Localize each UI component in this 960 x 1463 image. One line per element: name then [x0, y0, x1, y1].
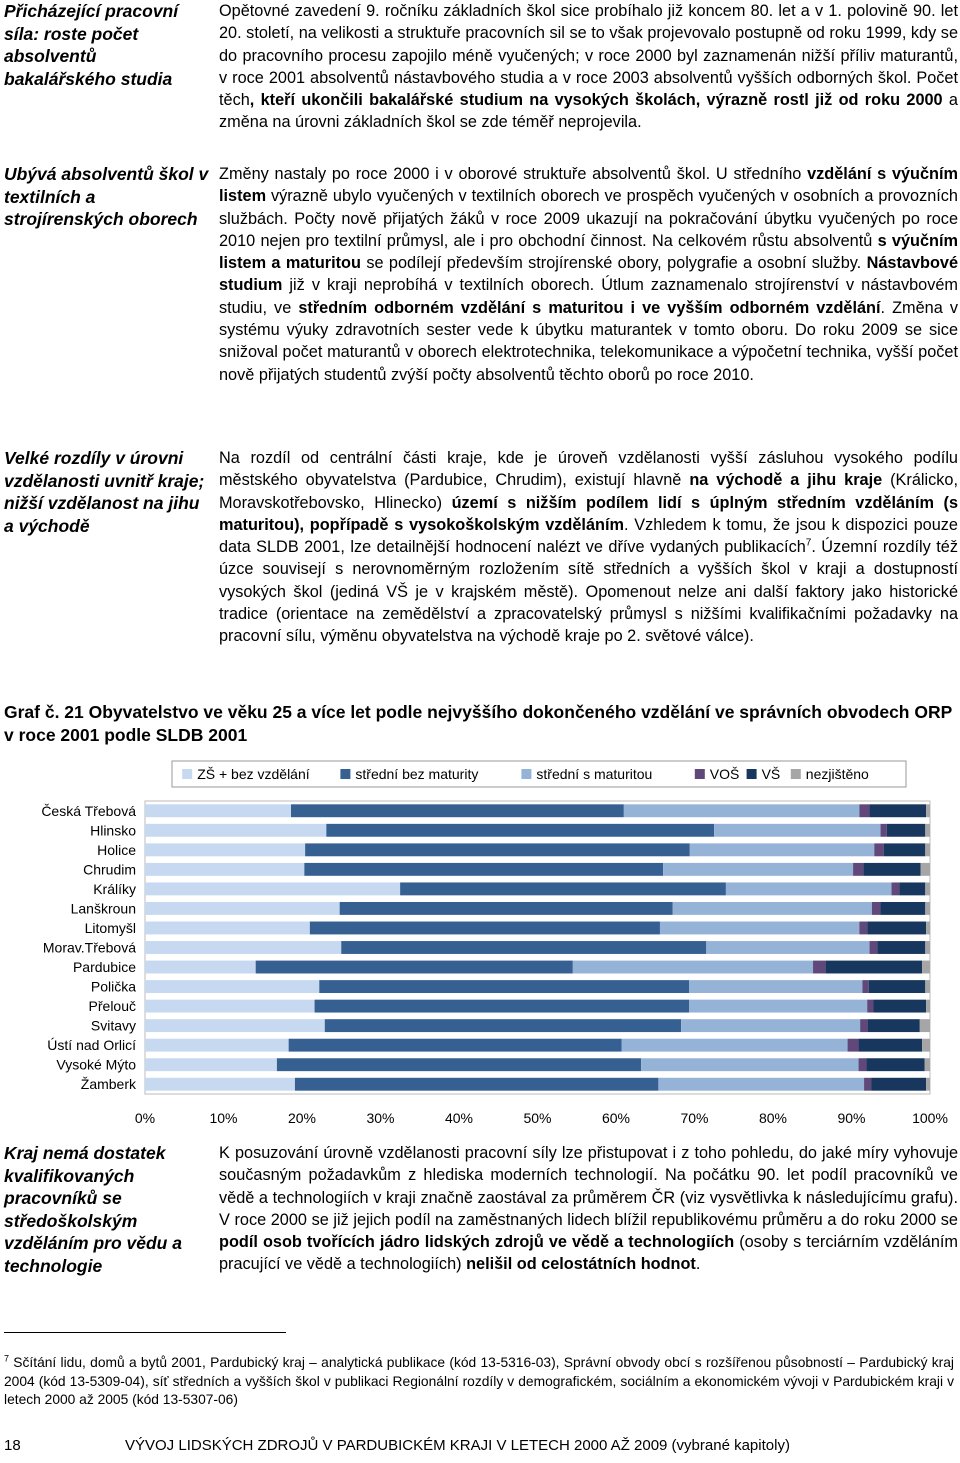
bar-segment-kraliky-vos	[892, 882, 900, 895]
legend-label-nezjisteno: nezjištěno	[805, 766, 869, 782]
margin-note-textile-engineering: Ubývá absolventů škol v textilních a strojírenských oborech	[4, 164, 209, 229]
bar-segment-holice-vos	[874, 843, 883, 856]
bar-segment-vysoke-myto-stredni-bez-maturity	[277, 1058, 641, 1071]
bar-segment-vysoke-myto-vos	[859, 1058, 867, 1071]
bar-segment-usti-nad-orlici-stredni-s-maturitou	[621, 1039, 847, 1052]
bar-segment-svitavy-vos	[860, 1019, 868, 1032]
y-tick-label-chrudim: Chrudim	[83, 861, 136, 878]
bar-segment-ceska-trebova-vs	[870, 804, 927, 817]
bar-segment-hlinsko-nezjisteno	[925, 824, 930, 837]
bar-segment-zamberk-stredni-bez-maturity	[295, 1078, 658, 1091]
margin-note-regional-differences: Velké rozdíly v úrovni vzdělanosti uvnitř kraje; nižší vzdělanost na jihu a východě	[4, 448, 205, 536]
bar-segment-zamberk-vos	[864, 1078, 871, 1091]
bar-segment-chrudim-stredni-bez-maturity	[304, 863, 663, 876]
y-tick-label-pardubice: Pardubice	[72, 959, 136, 976]
bar-segment-lanskroun-stredni-bez-maturity	[340, 902, 673, 915]
chart-caption: Graf č. 21 Obyvatelstvo ve věku 25 a více let podle nejvyššího dokončeného vzdělání ve správních obvodech ORP v roce 2001 podle SLDB 2001	[4, 702, 952, 745]
bar-segment-pardubice-stredni-bez-maturity	[256, 961, 573, 974]
bar-segment-chrudim-nezjisteno	[921, 863, 930, 876]
y-tick-label-lanskroun: Lanškroun	[70, 900, 136, 917]
bar-segment-holice-stredni-bez-maturity	[305, 843, 690, 856]
bar-segment-morav-trebova-stredni-bez-maturity	[341, 941, 706, 954]
bar-segment-svitavy-vs	[868, 1019, 920, 1032]
bar-segment-kraliky-stredni-bez-maturity	[400, 882, 726, 895]
bar-segment-chrudim-stredni-s-maturitou	[663, 863, 853, 876]
x-tick-label-10: 100%	[912, 1110, 948, 1126]
paragraph-regional-education: Na rozdíl od centrální části kraje, kde je úroveň vzdělanosti vyšší zásluhou vysokého podílu městského obyvatelstva (Pardubice, Chrudim), existují hlavně na východě a jihu kraje (Králicko, Moravskotřebovsko, Hlinecko) území s nižším podílem lidí s úplným středním vzděláním (s maturitou), popřípadě s vysokoškolským vzděláním. Vzhledem k tomu, že jsou k dispozici pouze data SLDB 2001, lze detailnější hodnocení nalézt ve dříve vydaných publikacích$^7$. Územní rozdíly též úzce souvisejí s nerovnoměrným rozložením sítě středních a vyšších škol v kraji a dostupností vysokých škol (jediná VŠ je v krajském městě). Opomenout nelze ani další faktory jako historické tradice (orientace na zemědělství a zpracovatelský průmysl s nižšími kvalifikačními požadavky na pracovní sílu, výměnu obyvatelstva na východě kraje po 2. světové válce).	[219, 449, 958, 646]
legend-swatch-vos	[695, 769, 705, 779]
y-tick-label-kraliky: Králíky	[93, 880, 136, 897]
y-tick-label-morav-trebova: Morav.Třebová	[42, 939, 136, 956]
y-tick-label-usti-nad-orlici: Ústí nad Orlicí	[47, 1037, 136, 1054]
bar-segment-holice-zs-bez-vzdelani	[145, 843, 305, 856]
bar-segment-svitavy-stredni-bez-maturity	[325, 1019, 681, 1032]
legend-swatch-stredni-s-maturitou	[521, 769, 531, 779]
page-number: 18	[4, 1437, 21, 1454]
bar-segment-svitavy-nezjisteno	[920, 1019, 930, 1032]
y-tick-label-prelouc: Přelouč	[88, 998, 136, 1015]
bar-segment-pardubice-vos	[813, 961, 826, 974]
bar-segment-zamberk-nezjisteno	[926, 1078, 930, 1091]
y-tick-label-svitavy: Svitavy	[90, 1017, 136, 1034]
bar-segment-ceska-trebova-zs-bez-vzdelani	[145, 804, 291, 817]
bar-segment-policka-vos	[862, 980, 868, 993]
bar-segment-holice-nezjisteno	[925, 843, 930, 856]
bar-segment-pardubice-vs	[826, 961, 923, 974]
y-tick-label-zamberk: Žamberk	[80, 1076, 136, 1093]
bar-segment-vysoke-myto-stredni-s-maturitou	[641, 1058, 858, 1071]
bar-segment-policka-vs	[869, 980, 926, 993]
bar-segment-pardubice-nezjisteno	[922, 961, 930, 974]
y-tick-label-policka: Polička	[90, 978, 136, 995]
bar-segment-prelouc-vos	[867, 1000, 873, 1013]
x-tick-label-8: 80%	[758, 1110, 788, 1126]
margin-note-bachelor-graduates: Přicházející pracovní síla: roste počet absolventů bakalářského studia	[4, 1, 179, 89]
legend-swatch-nezjisteno	[791, 769, 801, 779]
paragraph-science-technology: K posuzování úrovně vzdělanosti pracovní síly lze přistupovat i z toho pohledu, do jaké míry vyhovuje současným požadavkům z hlediska moderních technologií. Na počátku 90. let podíl pracovníků ve vědě a technologiích v kraji značně zaostával za průměrem ČR (viz vysvětlivka k následujícímu grafu). V roce 2000 se již jejich podíl na zaměstnaných lidech blížil republikovému průměru a do roku 2000 se podíl osob tvořících jádro lidských zdrojů ve vědě a technologiích (osoby s terciárním vzděláním pracující ve vědě a technologiích) nelišil od celostátních hodnot.	[219, 1144, 958, 1274]
education-stacked-bar-chart	[0, 750, 960, 1135]
bar-segment-vysoke-myto-zs-bez-vzdelani	[145, 1058, 277, 1071]
bar-segment-kraliky-vs	[899, 882, 925, 895]
bar-segment-usti-nad-orlici-vs	[859, 1039, 923, 1052]
bar-segment-chrudim-zs-bez-vzdelani	[145, 863, 304, 876]
bar-segment-ceska-trebova-stredni-bez-maturity	[291, 804, 624, 817]
bar-segment-holice-stredni-s-maturitou	[690, 843, 874, 856]
bar-segment-policka-stredni-bez-maturity	[319, 980, 689, 993]
bar-segment-prelouc-vs	[873, 1000, 926, 1013]
bar-segment-usti-nad-orlici-stredni-bez-maturity	[289, 1039, 622, 1052]
x-tick-label-7: 70%	[680, 1110, 709, 1126]
bar-segment-ceska-trebova-vos	[859, 804, 869, 817]
bar-segment-prelouc-zs-bez-vzdelani	[145, 1000, 315, 1013]
x-tick-label-0: 0%	[134, 1110, 156, 1126]
bar-segment-chrudim-vos	[853, 863, 863, 876]
paragraph-field-structure: Změny nastaly po roce 2000 i v oborové struktuře absolventů škol. U středního vzdělání s výučním listem výrazně ubylo vyučených v textilních oborech ve prospěch vyučených v osobních a provozních službách. Počty nově přijatých žáků v roce 2009 ukazují na pokračování úbytku vyučených po roce 2010 nejen pro textilní průmysl, ale i pro obchodní činnost. Na celkovém růstu absolventů s výučním listem a maturitou se podílejí především strojírenské obory, polygrafie a osobní služby. Nástavbové studium již v kraji neprobíhá v textilních oborech. Útlum zaznamenalo strojírenství v nástavbovém studiu, ve středním odborném vzdělání s maturitou i ve vyšším odborném vzdělání. Změna v systému výuky zdravotních sester vede k úbytku maturantek v tomto oboru. Do roku 2009 se sice snižoval počet maturantů v oborech elektrotechnika, telekomunikace a výpočetní technika, vyšší počet nově přijatých studentů zvýší počty absolventů těchto oborů po roce 2010.	[219, 165, 959, 384]
bar-segment-hlinsko-stredni-bez-maturity	[326, 824, 714, 837]
bar-segment-prelouc-stredni-bez-maturity	[315, 1000, 689, 1013]
bar-segment-ceska-trebova-stredni-s-maturitou	[624, 804, 860, 817]
y-tick-label-ceska-trebova: Česká Třebová	[41, 802, 136, 819]
x-tick-label-4: 40%	[444, 1110, 474, 1126]
bar-segment-zamberk-stredni-s-maturitou	[658, 1078, 864, 1091]
legend-swatch-stredni-bez-maturity	[340, 769, 350, 779]
x-tick-label-2: 20%	[287, 1110, 317, 1126]
footnote-separator	[4, 1332, 286, 1333]
y-tick-label-holice: Holice	[97, 841, 136, 858]
bar-segment-lanskroun-vs	[881, 902, 926, 915]
bar-segment-lanskroun-zs-bez-vzdelani	[145, 902, 340, 915]
bar-segment-hlinsko-vs	[887, 824, 925, 837]
bar-segment-pardubice-stredni-s-maturitou	[573, 961, 813, 974]
bar-segment-hlinsko-zs-bez-vzdelani	[145, 824, 326, 837]
bar-segment-morav-trebova-vos	[870, 941, 878, 954]
y-tick-label-vysoke-myto: Vysoké Mýto	[56, 1056, 136, 1073]
bar-segment-svitavy-zs-bez-vzdelani	[145, 1019, 325, 1032]
bar-segment-litomysl-vos	[859, 922, 867, 935]
bar-segment-policka-nezjisteno	[925, 980, 930, 993]
legend-swatch-vs	[747, 769, 757, 779]
bar-segment-ceska-trebova-nezjisteno	[926, 804, 930, 817]
bar-segment-litomysl-zs-bez-vzdelani	[145, 922, 310, 935]
x-tick-label-1: 10%	[209, 1110, 238, 1126]
bar-segment-litomysl-stredni-bez-maturity	[310, 922, 660, 935]
legend-swatch-zs-bez-vzdelani	[182, 769, 192, 779]
bar-segment-policka-stredni-s-maturitou	[689, 980, 862, 993]
x-tick-label-3: 30%	[366, 1110, 395, 1126]
bar-segment-chrudim-vs	[863, 863, 920, 876]
bar-segment-pardubice-zs-bez-vzdelani	[145, 961, 256, 974]
legend-label-stredni-s-maturitou: střední s maturitou	[536, 766, 653, 782]
x-tick-label-6: 60%	[601, 1110, 631, 1126]
bar-segment-zamberk-zs-bez-vzdelani	[145, 1078, 295, 1091]
footnote: $^7$ Sčítání lidu, domů a bytů 2001, Pardubický kraj – analytická publikace (kód 13-5316-03), Správní obvody obcí s rozšířenou působností – Pardubický kraj 2004 (kód 13-5309-04), síť středních a vyšších škol v publikaci Regionální rozdíly v demografickém, sociálním a ekonomickém vývoji v Pardubickém kraji v letech 2000 až 2005 (kód 13-5307-06)	[4, 1353, 954, 1407]
bar-segment-kraliky-stredni-s-maturitou	[726, 882, 892, 895]
running-title: VÝVOJ LIDSKÝCH ZDROJŮ V PARDUBICKÉM KRAJI V LETECH 2000 AŽ 2009 (vybrané kapitoly)	[125, 1437, 790, 1454]
bar-segment-zamberk-vs	[871, 1078, 926, 1091]
legend-label-stredni-bez-maturity: střední bez maturity	[355, 766, 479, 782]
legend-label-zs-bez-vzdelani: ZŠ + bez vzdělání	[197, 766, 310, 782]
bar-segment-lanskroun-nezjisteno	[925, 902, 930, 915]
legend-label-vos: VOŠ	[709, 766, 740, 782]
bar-segment-usti-nad-orlici-vos	[848, 1039, 859, 1052]
margin-note-science-technology: Kraj nemá dostatek kvalifikovaných pracovníků se středoškolským vzděláním pro vědu a technologie	[4, 1143, 182, 1276]
bar-segment-holice-vs	[884, 843, 926, 856]
bar-segment-morav-trebova-vs	[877, 941, 925, 954]
bar-segment-svitavy-stredni-s-maturitou	[681, 1019, 860, 1032]
bar-segment-litomysl-nezjisteno	[926, 922, 930, 935]
bar-segment-kraliky-zs-bez-vzdelani	[145, 882, 400, 895]
bar-segment-vysoke-myto-nezjisteno	[925, 1058, 930, 1071]
bar-segment-usti-nad-orlici-zs-bez-vzdelani	[145, 1039, 289, 1052]
x-tick-label-9: 90%	[837, 1110, 866, 1126]
bar-segment-lanskroun-stredni-s-maturitou	[673, 902, 872, 915]
bar-segment-litomysl-stredni-s-maturitou	[660, 922, 859, 935]
bar-segment-morav-trebova-stredni-s-maturitou	[706, 941, 869, 954]
bar-segment-morav-trebova-zs-bez-vzdelani	[145, 941, 341, 954]
bar-segment-lanskroun-vos	[872, 902, 881, 915]
bar-segment-prelouc-nezjisteno	[926, 1000, 930, 1013]
bar-segment-hlinsko-vos	[881, 824, 887, 837]
bar-segment-prelouc-stredni-s-maturitou	[689, 1000, 867, 1013]
y-tick-label-hlinsko: Hlinsko	[90, 822, 136, 839]
legend-label-vs: VŠ	[761, 766, 781, 782]
paragraph-labour-force: Opětovné zavedení 9. ročníku základních škol sice probíhalo již koncem 80. let a v 1. polovině 90. let 20. století, na velikosti a struktuře pracovních sil se to však projevovalo postupně od roku 1999, kdy se do pracovního procesu zapojilo méně vyučených; v roce 2000 byl zaznamenán nižší příliv maturantů, v roce 2001 absolventů nástavbového studia a v roce 2003 absolventů vyšších odborných škol. Počet těch, kteří ukončili bakalářské studium na vysokých školách, výrazně rostl již od roku 2000 a změna na úrovni základních škol se zde téměř neprojevila.	[219, 2, 958, 132]
y-tick-label-litomysl: Litomyšl	[84, 919, 136, 936]
x-tick-label-5: 50%	[523, 1110, 552, 1126]
bar-segment-kraliky-nezjisteno	[925, 882, 930, 895]
bar-segment-vysoke-myto-vs	[866, 1058, 924, 1071]
bar-segment-policka-zs-bez-vzdelani	[145, 980, 319, 993]
bar-segment-usti-nad-orlici-nezjisteno	[922, 1039, 930, 1052]
bar-segment-hlinsko-stredni-s-maturitou	[714, 824, 880, 837]
bar-segment-morav-trebova-nezjisteno	[925, 941, 930, 954]
bar-segment-litomysl-vs	[867, 922, 926, 935]
